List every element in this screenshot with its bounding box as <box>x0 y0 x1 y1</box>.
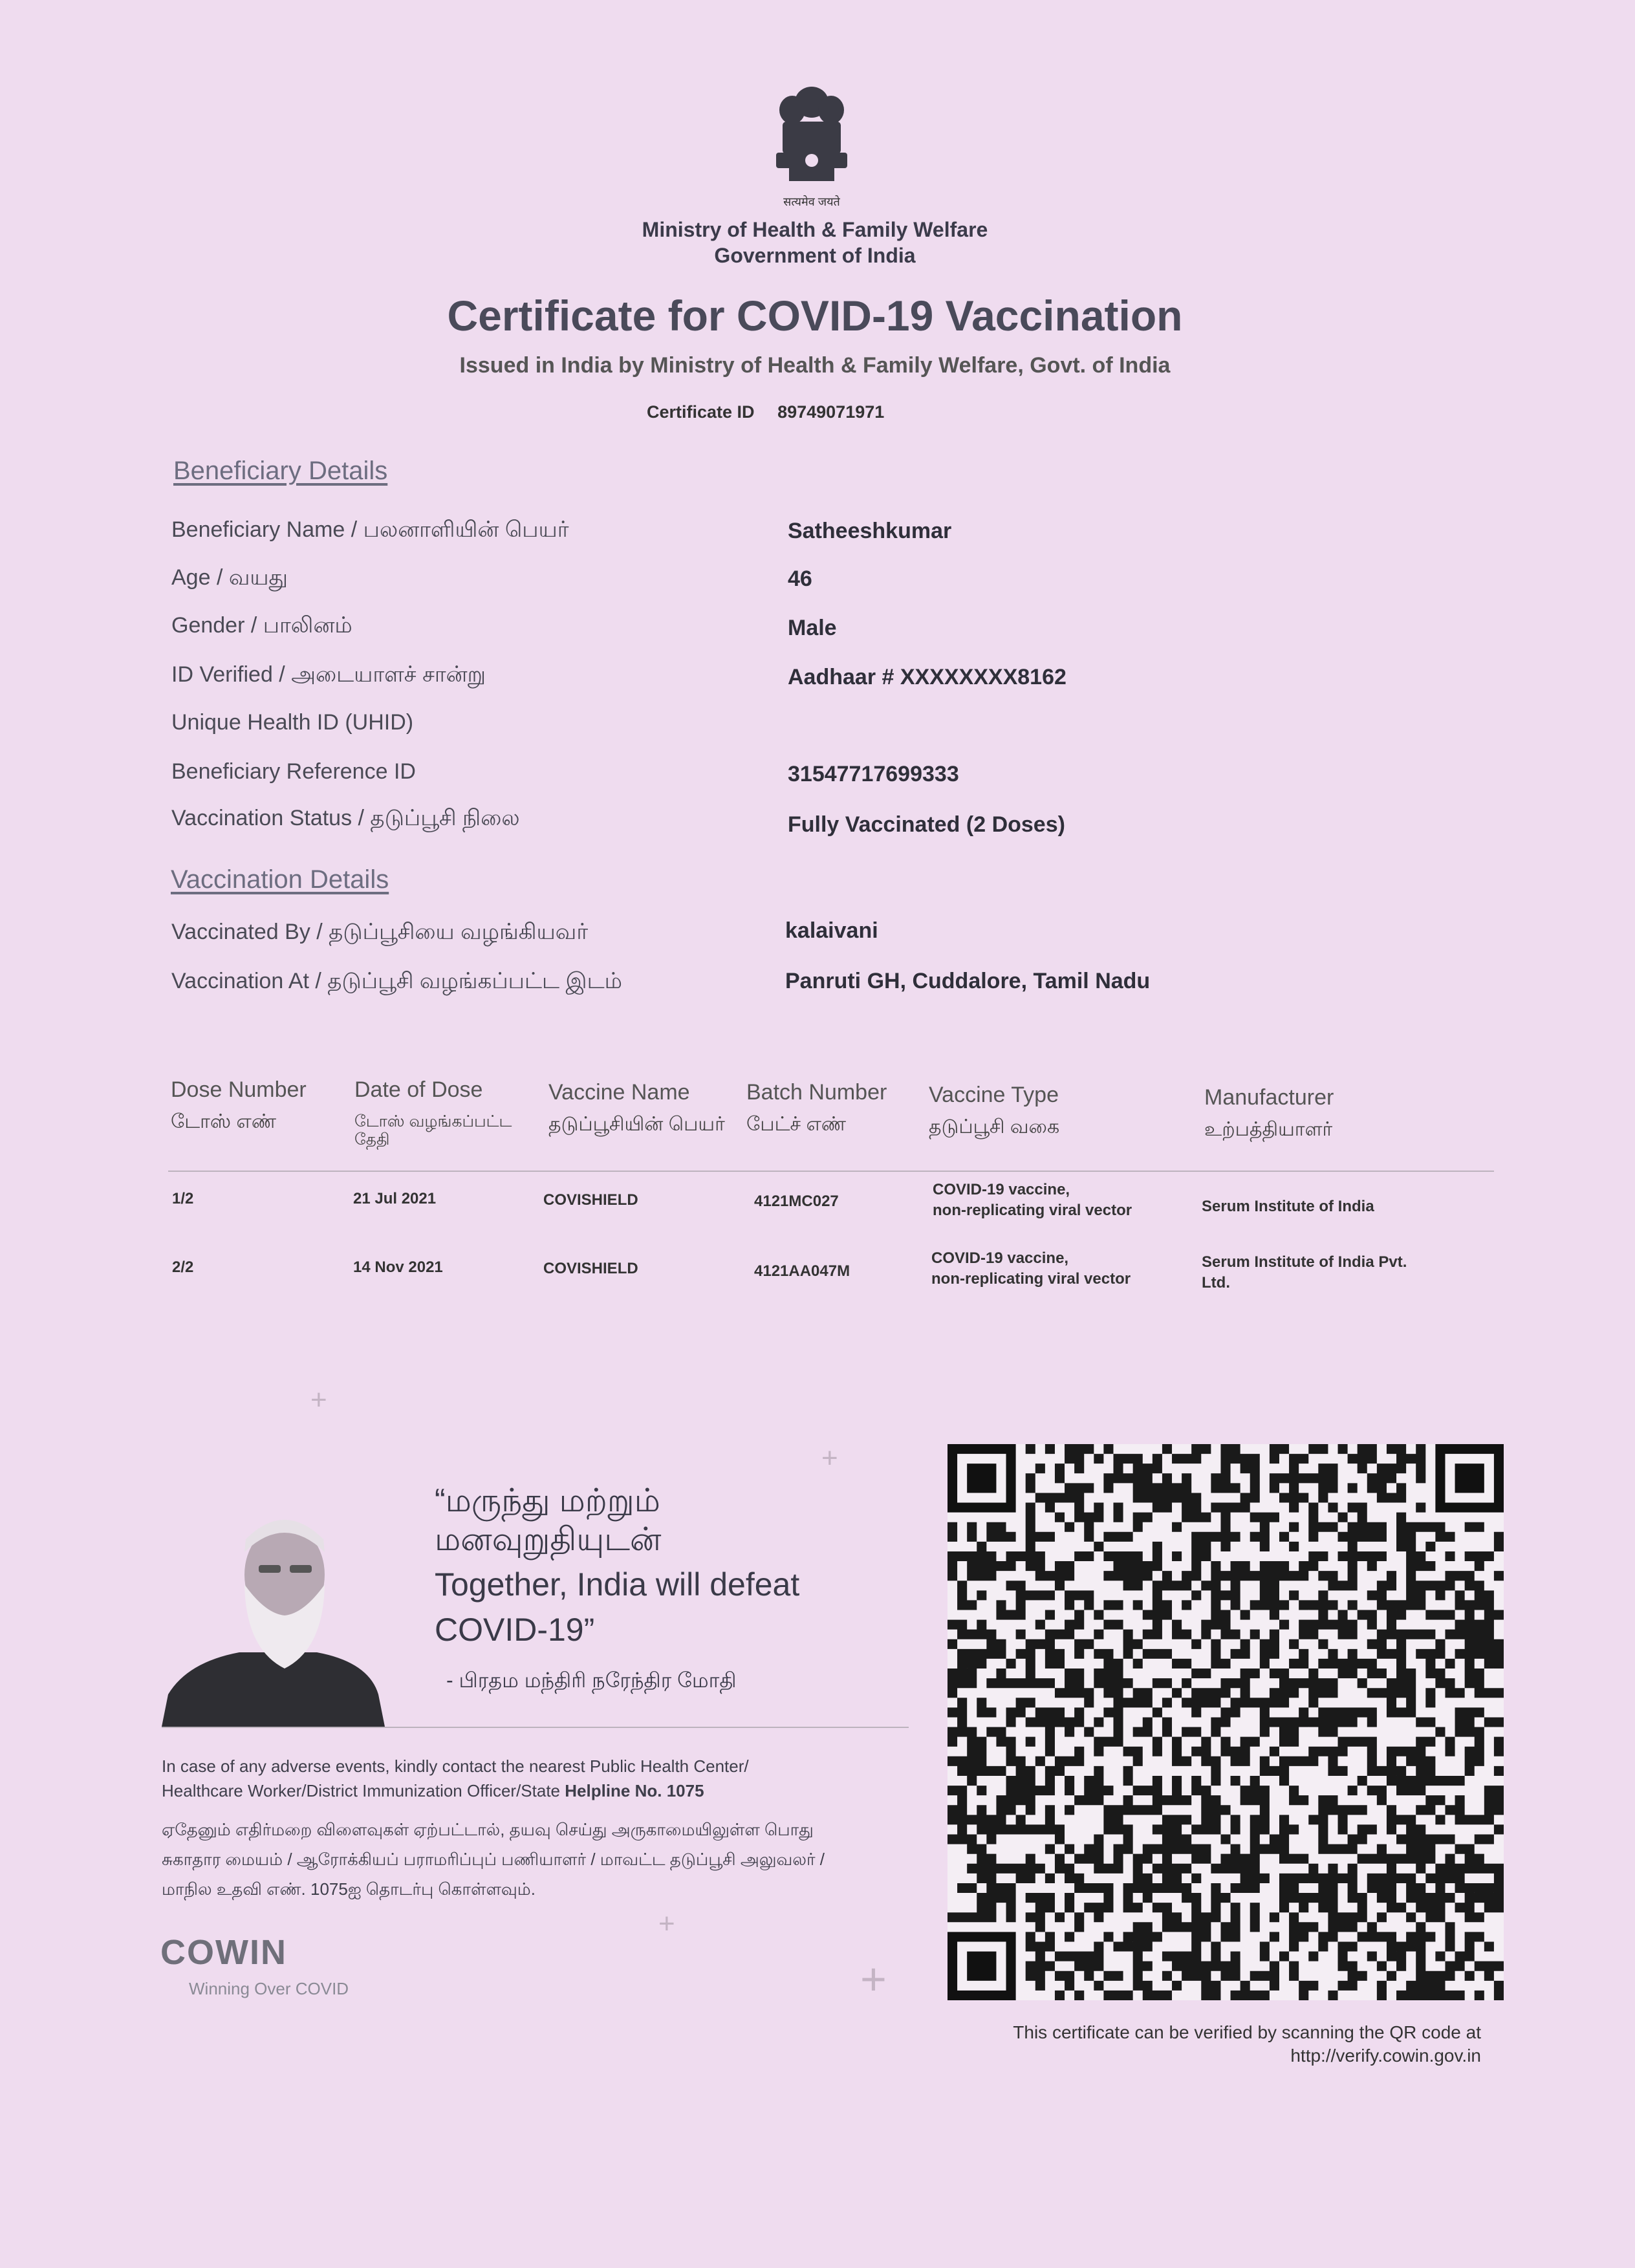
plus-icon: + <box>310 1384 327 1416</box>
id-verified-label: ID Verified / அடையாளச் சான்று <box>171 662 486 687</box>
government-line: Government of India <box>714 244 916 267</box>
dose-2-type <box>931 1248 1138 1290</box>
beneficiary-section-title: Beneficiary Details <box>173 457 388 485</box>
type-line: non-replicating viral vector <box>931 1270 1131 1288</box>
vaccinated-by-label: Vaccinated By / தடுப்பூசியை வழங்கியவர் <box>171 920 589 944</box>
dose-1-number: 1/2 <box>172 1190 194 1207</box>
header-ta: உற்பத்தியாளர் <box>1204 1119 1333 1140</box>
cowin-tagline: Winning Over COVID <box>189 1979 349 1998</box>
header-en: Dose Number <box>171 1077 307 1102</box>
header-en: Batch Number <box>746 1080 887 1105</box>
header-vaccine-type <box>929 1081 1123 1137</box>
age-value: 46 <box>788 567 812 591</box>
certificate-title: Certificate for COVID-19 Vaccination <box>447 292 1183 340</box>
national-emblem-icon <box>757 76 867 206</box>
id-verified-value: Aadhaar # XXXXXXXX8162 <box>788 665 1067 689</box>
quote-line: COVID-19” <box>435 1612 595 1648</box>
dose-1-batch: 4121MC027 <box>754 1193 839 1210</box>
header-en: Manufacturer <box>1204 1085 1334 1110</box>
beneficiary-name-value: Satheeshkumar <box>788 519 952 543</box>
vaccination-at-value: Panruti GH, Cuddalore, Tamil Nadu <box>785 969 1151 993</box>
dose-2-date: 14 Nov 2021 <box>353 1258 443 1276</box>
helpline-text: Healthcare Worker/District Immunization Officer/State <box>162 1781 565 1800</box>
helpline-line: மாநில உதவி எண். 1075ஐ தொடர்பு கொள்ளவும். <box>162 1879 536 1899</box>
dose-1-manufacturer <box>1202 1196 1473 1217</box>
quote-divider <box>162 1727 909 1728</box>
gender-value: Male <box>788 616 837 640</box>
certificate-id <box>647 402 1035 422</box>
helpline-line: ஏதேனும் எதிர்மறை விளைவுகள் ஏற்பட்டால், தயவு செய்து அருகாமையிலுள்ள பொது <box>162 1820 814 1839</box>
certificate-id-label: Certificate ID <box>647 402 755 422</box>
type-line: COVID-19 vaccine, <box>933 1181 1070 1198</box>
type-line: non-replicating viral vector <box>933 1202 1132 1219</box>
helpline-english <box>162 1754 905 1803</box>
cowin-logo: COWIN <box>160 1933 287 1972</box>
helpline-line: In case of any adverse events, kindly contact the nearest Public Health Center/ <box>162 1756 749 1776</box>
reference-id-value: 31547717699333 <box>788 762 959 786</box>
header-dose-number <box>171 1076 332 1132</box>
emblem-motto: सत्यमेव जयते <box>783 195 840 208</box>
age-label: Age / வயது <box>171 565 288 590</box>
quote-line: Together, India will defeat <box>435 1566 800 1603</box>
quote-attribution: - பிரதம மந்திரி நரேந்திர மோதி <box>446 1669 737 1692</box>
plus-icon: + <box>658 1908 675 1939</box>
vaccination-status-value: Fully Vaccinated (2 Doses) <box>788 812 1065 837</box>
verification-line: This certificate can be verified by scanning the QR code at <box>1013 2022 1481 2042</box>
dose-1-date: 21 Jul 2021 <box>353 1190 437 1207</box>
manufacturer-line: Serum Institute of India <box>1202 1198 1374 1215</box>
vaccination-status-label: Vaccination Status / தடுப்பூசி நிலை <box>171 806 520 830</box>
helpline-line: சுகாதார மையம் / ஆரோக்கியப் பராமரிப்புப் பணியாளர் / மாவட்ட தடுப்பூசி அலுவலர் / <box>162 1850 825 1869</box>
header-ta: தடுப்பூசி வகை <box>929 1116 1060 1138</box>
qr-code-icon <box>947 1444 1504 2000</box>
beneficiary-name-label: Beneficiary Name / பலனாளியின் பெயர் <box>171 517 569 542</box>
ministry-name <box>517 217 1112 268</box>
quote-block <box>435 1478 926 1652</box>
header-manufacturer <box>1204 1084 1411 1139</box>
dose-1-type <box>933 1180 1140 1221</box>
header-ta: டோஸ் எண் <box>171 1111 276 1132</box>
vaccination-at-label: Vaccination At / தடுப்பூசி வழங்கப்பட்ட இடம் <box>171 969 622 993</box>
verification-note <box>841 2021 1481 2068</box>
quote-line: மனவுறுதியுடன் <box>435 1521 662 1557</box>
certificate-id-value: 89749071971 <box>777 402 885 422</box>
verification-url: http://verify.cowin.gov.in <box>1290 2046 1481 2066</box>
header-en: Vaccine Name <box>548 1080 690 1105</box>
dose-2-batch: 4121AA047M <box>754 1262 850 1280</box>
manufacturer-line: Serum Institute of India Pvt. <box>1202 1253 1407 1271</box>
reference-id-label: Beneficiary Reference ID <box>171 759 416 784</box>
header-en: Vaccine Type <box>929 1083 1059 1107</box>
manufacturer-line: Ltd. <box>1202 1274 1230 1291</box>
portrait-image <box>162 1500 385 1727</box>
dose-2-manufacturer <box>1202 1252 1473 1293</box>
dose-2-number: 2/2 <box>172 1258 194 1276</box>
helpline-number: Helpline No. 1075 <box>565 1781 704 1800</box>
vaccination-section-title: Vaccination Details <box>171 865 389 894</box>
plus-icon: + <box>821 1442 838 1474</box>
quote-line: “மருந்து மற்றும் <box>435 1482 660 1518</box>
uhid-label: Unique Health ID (UHID) <box>171 710 414 735</box>
vaccinated-by-value: kalaivani <box>785 918 878 943</box>
header-ta: பேட்ச் எண் <box>746 1114 847 1135</box>
ministry-line: Ministry of Health & Family Welfare <box>642 218 988 241</box>
table-divider <box>168 1171 1494 1172</box>
header-date-of-dose <box>354 1076 529 1149</box>
header-batch-number <box>746 1079 934 1134</box>
gender-label: Gender / பாலினம் <box>171 613 352 638</box>
header-ta: டோஸ் வழங்கப்பட்ட தேதி <box>354 1112 512 1149</box>
header-en: Date of Dose <box>354 1077 483 1102</box>
helpline-tamil <box>162 1815 905 1904</box>
plus-icon: + <box>860 1954 887 2004</box>
header-ta: தடுப்பூசியின் பெயர் <box>548 1114 725 1135</box>
type-line: COVID-19 vaccine, <box>931 1249 1069 1267</box>
dose-1-vaccine: COVISHIELD <box>543 1191 638 1209</box>
header-vaccine-name <box>548 1079 742 1134</box>
issued-by: Issued in India by Ministry of Health & Family Welfare, Govt. of India <box>459 353 1171 378</box>
helpline-line <box>162 1778 905 1803</box>
dose-2-vaccine: COVISHIELD <box>543 1260 638 1277</box>
